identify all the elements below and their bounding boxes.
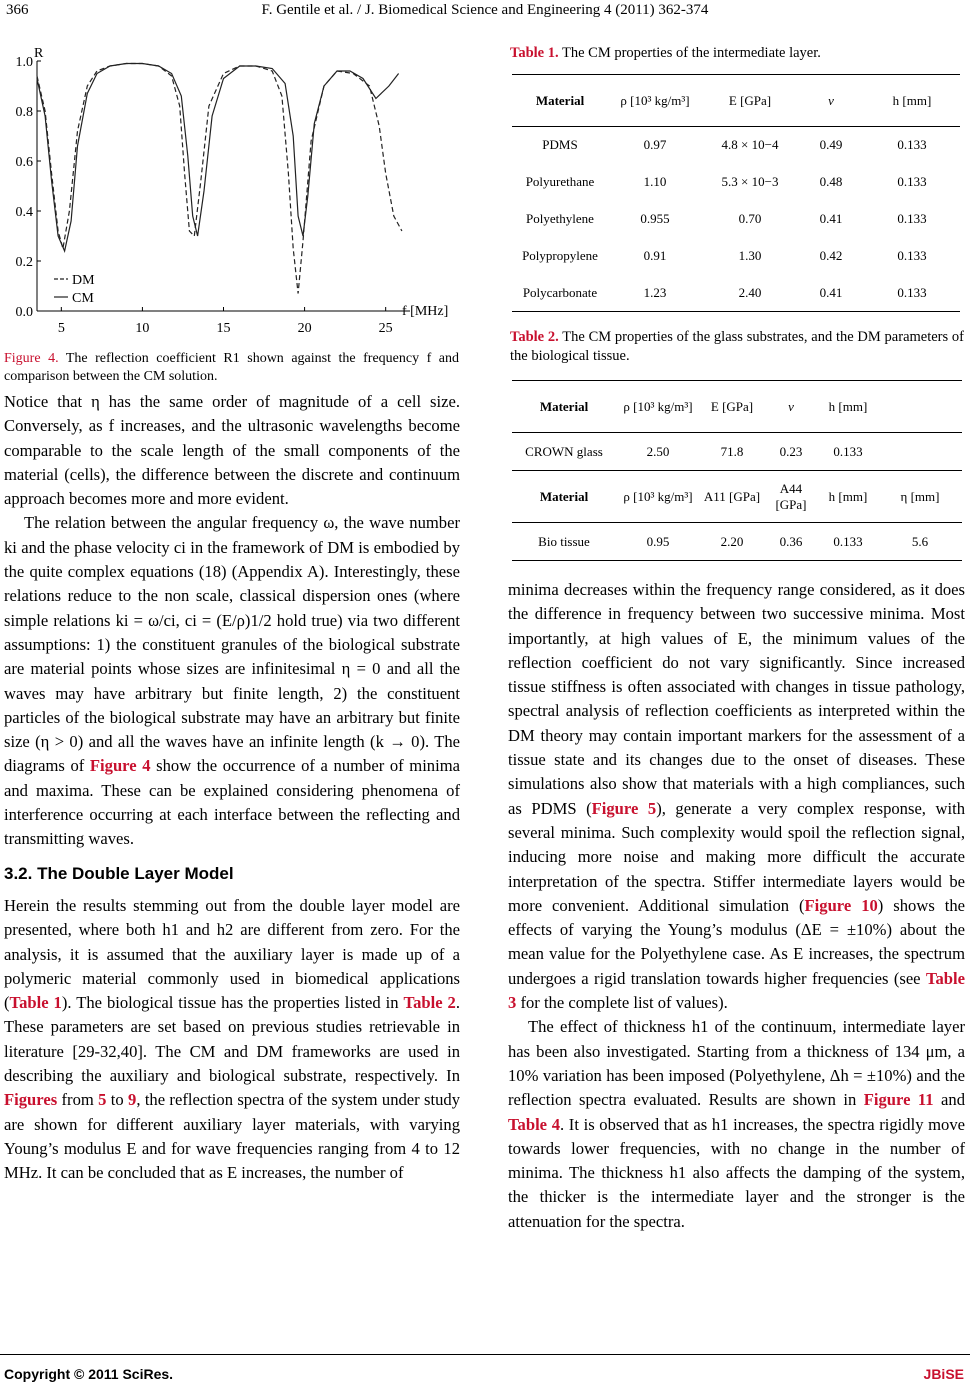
x-tick-label: 5	[57, 321, 65, 336]
table-cell: 5.3 × 10−3	[721, 174, 779, 189]
table-cell: 1.30	[738, 248, 762, 263]
chart-legend	[54, 273, 95, 306]
table-cell: 2.40	[738, 284, 762, 300]
y-tick-label: 0.4	[15, 205, 33, 220]
table-header: ρ [10³ kg/m³]	[620, 92, 690, 108]
table-cell: 2.50	[646, 443, 670, 459]
y-tick-label: 0.8	[15, 105, 33, 120]
legend-label: DM	[72, 273, 95, 288]
table-header: ν	[788, 398, 794, 414]
table-cell: 0.41	[819, 284, 843, 300]
table-header	[878, 381, 962, 433]
table-cell: 0.95	[646, 533, 670, 549]
table-cell: CROWN glass	[525, 443, 603, 459]
figure-link[interactable]: 9	[128, 1090, 137, 1110]
table-cell: Polycarbonate	[522, 284, 598, 300]
running-title: F. Gentile et al. / J. Biomedical Science and Engineering 4 (2011) 362-374	[261, 2, 709, 18]
table-cell: Polypropylene	[522, 248, 598, 263]
x-axis-label: f [MHz]	[402, 304, 449, 319]
table-cell: Bio tissue	[538, 533, 590, 549]
table-cell: 0.133	[897, 248, 927, 263]
table-header: A44 [GPa]	[775, 480, 807, 512]
table-cell: 0.70	[738, 211, 762, 226]
table-cell: 0.48	[819, 174, 843, 189]
table-cell: 5.6	[911, 533, 929, 549]
chart-series	[37, 64, 402, 294]
figure-link[interactable]: Figure 4	[89, 756, 151, 776]
table-link[interactable]: Table 1	[9, 993, 62, 1013]
table-2-caption-label: Table 2.	[510, 329, 559, 345]
table-header: A11 [GPa]	[703, 488, 761, 504]
table-cell: 0.41	[819, 211, 843, 226]
table-cell: 0.97	[643, 137, 667, 153]
x-tick-label: 10	[135, 321, 150, 336]
paragraph	[4, 511, 460, 851]
figure-4-caption-label: Figure 4.	[4, 351, 59, 366]
text: and	[933, 1090, 965, 1110]
table-cell: 0.133	[897, 211, 927, 226]
table-1-caption	[510, 44, 960, 62]
section-heading: 3.2. The Double Layer Model	[4, 863, 234, 883]
table-cell: 0.133	[897, 137, 927, 153]
table-header: ν	[828, 92, 834, 108]
text: to	[106, 1090, 129, 1110]
table-cell: 0.42	[819, 248, 843, 263]
table-cell: 0.91	[643, 248, 667, 263]
text: from	[57, 1090, 99, 1110]
table-header: Material	[539, 398, 589, 414]
right-column	[508, 578, 965, 1234]
text: ), generate a very complex response, with several minima. Such complexity would spoil the reflection signal, inducing more noise and making more difficult the accurate interpretation of the spectra. Stiffer intermediate layers would be more convenient. Additional simulation (	[508, 798, 965, 915]
table-2-caption	[510, 328, 964, 366]
table-cell: 2.20	[720, 533, 744, 549]
paragraph	[508, 1015, 965, 1234]
text: , the reflection spectra of the system under study are shown for different auxiliary layer materials, with varying Young’s modulus E and for wave frequencies ranging from 4 to 12 MHz. It can be concluded that as E increases, the number of	[4, 1090, 460, 1183]
y-tick-label: 0.2	[15, 255, 33, 270]
paragraph	[508, 578, 965, 1015]
table-cell: 0.49	[819, 137, 843, 153]
left-column	[4, 390, 460, 1186]
paragraph	[4, 894, 460, 1186]
text: Herein the results stemming out from the double layer model are presented, where both h1 and h2 are different from zero. For the analysis, it is assumed that the auxiliary layer is made up of a polymeric material commonly used in biomedical applications (	[4, 895, 460, 1013]
table-header: Material	[535, 92, 585, 108]
series-line-cm	[37, 64, 399, 252]
table-header: h [mm]	[828, 398, 868, 414]
text: . It is observed that as h1 increases, the spectra rigidly move towards lower frequencies, with no change in the number of minima. The thickness h1 also affects the damping of the system, the thicker is the intermediate layer and the stronger is the attenuation for the spectra.	[508, 1114, 965, 1231]
table-cell: 0.133	[897, 174, 927, 189]
figure-4-caption-text: The reflection coefficient R1 shown against the frequency f and comparison between the CM solution.	[4, 351, 459, 384]
table-2	[512, 380, 962, 561]
table-header: E [GPa]	[710, 398, 754, 414]
table-link[interactable]: Table 3	[508, 968, 965, 1013]
y-tick-label: 0.6	[15, 155, 33, 170]
table-cell	[878, 433, 962, 471]
text: show the occurrence of a number of minima and maxima. These can be explained considering phenomena of interference occurring at each interface between the reflecting and transmitting waves.	[4, 756, 460, 849]
legend-label: CM	[72, 291, 94, 306]
table-header: ρ [10³ kg/m³]	[623, 488, 693, 504]
table-cell: 0.36	[779, 533, 803, 549]
text: ). The biological tissue has the properties listed in	[61, 993, 404, 1013]
x-tick-label: 25	[378, 321, 393, 336]
table-1-caption-label: Table 1.	[510, 45, 559, 61]
figure-link[interactable]: Figure 11	[863, 1090, 934, 1110]
table-cell: PDMS	[542, 137, 578, 153]
table-cell: 0.133	[833, 533, 863, 549]
table-cell: 0.133	[833, 443, 863, 459]
series-line-dm	[37, 64, 402, 294]
table-row	[512, 127, 960, 164]
footer-rule	[0, 1354, 970, 1355]
table-cell: Polyurethane	[525, 174, 595, 189]
copyright: Copyright © 2011 SciRes.	[4, 1366, 174, 1382]
figure-link[interactable]: Figures	[4, 1090, 58, 1110]
table-header: Material	[539, 488, 589, 504]
table-row	[512, 275, 960, 312]
y-tick-label: 0.0	[15, 305, 33, 320]
figure-link[interactable]: 5	[98, 1090, 107, 1110]
figure-link[interactable]: Figure 10	[804, 895, 878, 915]
table-1-body	[512, 127, 960, 312]
figure-4	[0, 38, 470, 336]
x-tick-label: 15	[216, 321, 231, 336]
table-1-caption-text: The CM properties of the intermediate layer.	[562, 45, 821, 61]
text: ) shows the effects of varying the Young’s modulus (ΔE = ±10%) about the mean value for the Polyethylene case. As E increases, the spectrum undergoes a rigid translation towards higher frequencies (see	[508, 895, 966, 988]
y-tick-label: 1.0	[15, 55, 33, 70]
table-cell: 0.955	[640, 211, 670, 226]
figure-4-caption	[4, 350, 459, 386]
table-cell: 1.10	[643, 174, 667, 189]
x-tick-label: 20	[297, 321, 312, 336]
text: The effect of thickness h1 of the continuum, intermediate layer has been also investigated. Starting from a thickness of 134 μm, a 10% variation has been imposed (Polyethylene, Δh = ±10%) and the reflection spectra evaluated. Results are shown in	[508, 1017, 965, 1110]
table-cell: 1.23	[643, 284, 667, 300]
table-row	[512, 238, 960, 275]
table-cell: 71.8	[720, 443, 744, 459]
reflection-chart	[0, 38, 470, 336]
text: minima decreases within the frequency range considered, as it does the difference in frequency between two successive minima. Most importantly, at high values of E, the minimum values of the reflection coefficient do not vary significantly. Since increased tissue stiffness is often associated with changes in tissue pathology, spectral analysis of reflection coefficients as interpreted within the DM theory may contain important markers for the assessment of a tissue state and its changes due to the onset of diseases. These simulations also show that materials with a high compliances, such as PDMS (	[508, 580, 965, 818]
text: . These parameters are set based on previous studies retrievable in literature [29-32,40]. The CM and DM frameworks are used in describing the auxiliary and biological substrate, respectively. In	[4, 993, 461, 1086]
table-link[interactable]: Table 2	[403, 993, 456, 1013]
journal-name[interactable]: JBiSE	[923, 1366, 964, 1382]
table-link[interactable]: Table 4	[508, 1114, 560, 1134]
y-axis-label: R	[34, 46, 44, 61]
table-2-caption-text: The CM properties of the glass substrates, and the DM parameters of the biological tissue.	[510, 329, 964, 364]
figure-link[interactable]: Figure 5	[591, 798, 657, 818]
table-header: h [mm]	[892, 92, 932, 108]
table-header: ρ [10³ kg/m³]	[623, 398, 693, 414]
table-cell: 0.23	[779, 443, 803, 459]
text: The relation between the angular frequency ω, the wave number ki and the phase velocity ci in the framework of DM is embodied by the quite complex equations (18) (Appendix A). Interestingly, these relations reduce to the non scale, classical dispersion ones (where simple relations ki = ω/ci, ci = (E/ρ)1/2 hold true) via two different assumptions: 1) the constituent granules of the biological substrate are material points whose sizes are infinitesimal η = 0 and all the waves may have arbitrary but finite length, 2) the constituent particles of the biological substrate may have an arbitrary but finite size (η > 0) and all the waves have an infinite length (k → 0). The diagrams of	[4, 513, 460, 776]
table-header: E [GPa]	[728, 92, 772, 108]
page-number: 366	[6, 2, 29, 18]
table-header: h [mm]	[828, 488, 868, 504]
table-row	[512, 201, 960, 238]
paragraph: Notice that η has the same order of magnitude of a cell size. Conversely, as f increases, and the ultrasonic wavelengths become comparable to the scale length of the small components of the material (cells), the difference between the discrete and continuum approach becomes more and more evident.	[4, 392, 460, 509]
table-cell: 4.8 × 10−4	[721, 137, 779, 153]
table-row	[512, 164, 960, 201]
table-1	[512, 74, 960, 312]
table-cell: Polyethylene	[526, 211, 594, 226]
text: for the complete list of values).	[516, 993, 728, 1013]
table-header: η [mm]	[900, 488, 940, 504]
table-cell: 0.133	[897, 284, 927, 300]
